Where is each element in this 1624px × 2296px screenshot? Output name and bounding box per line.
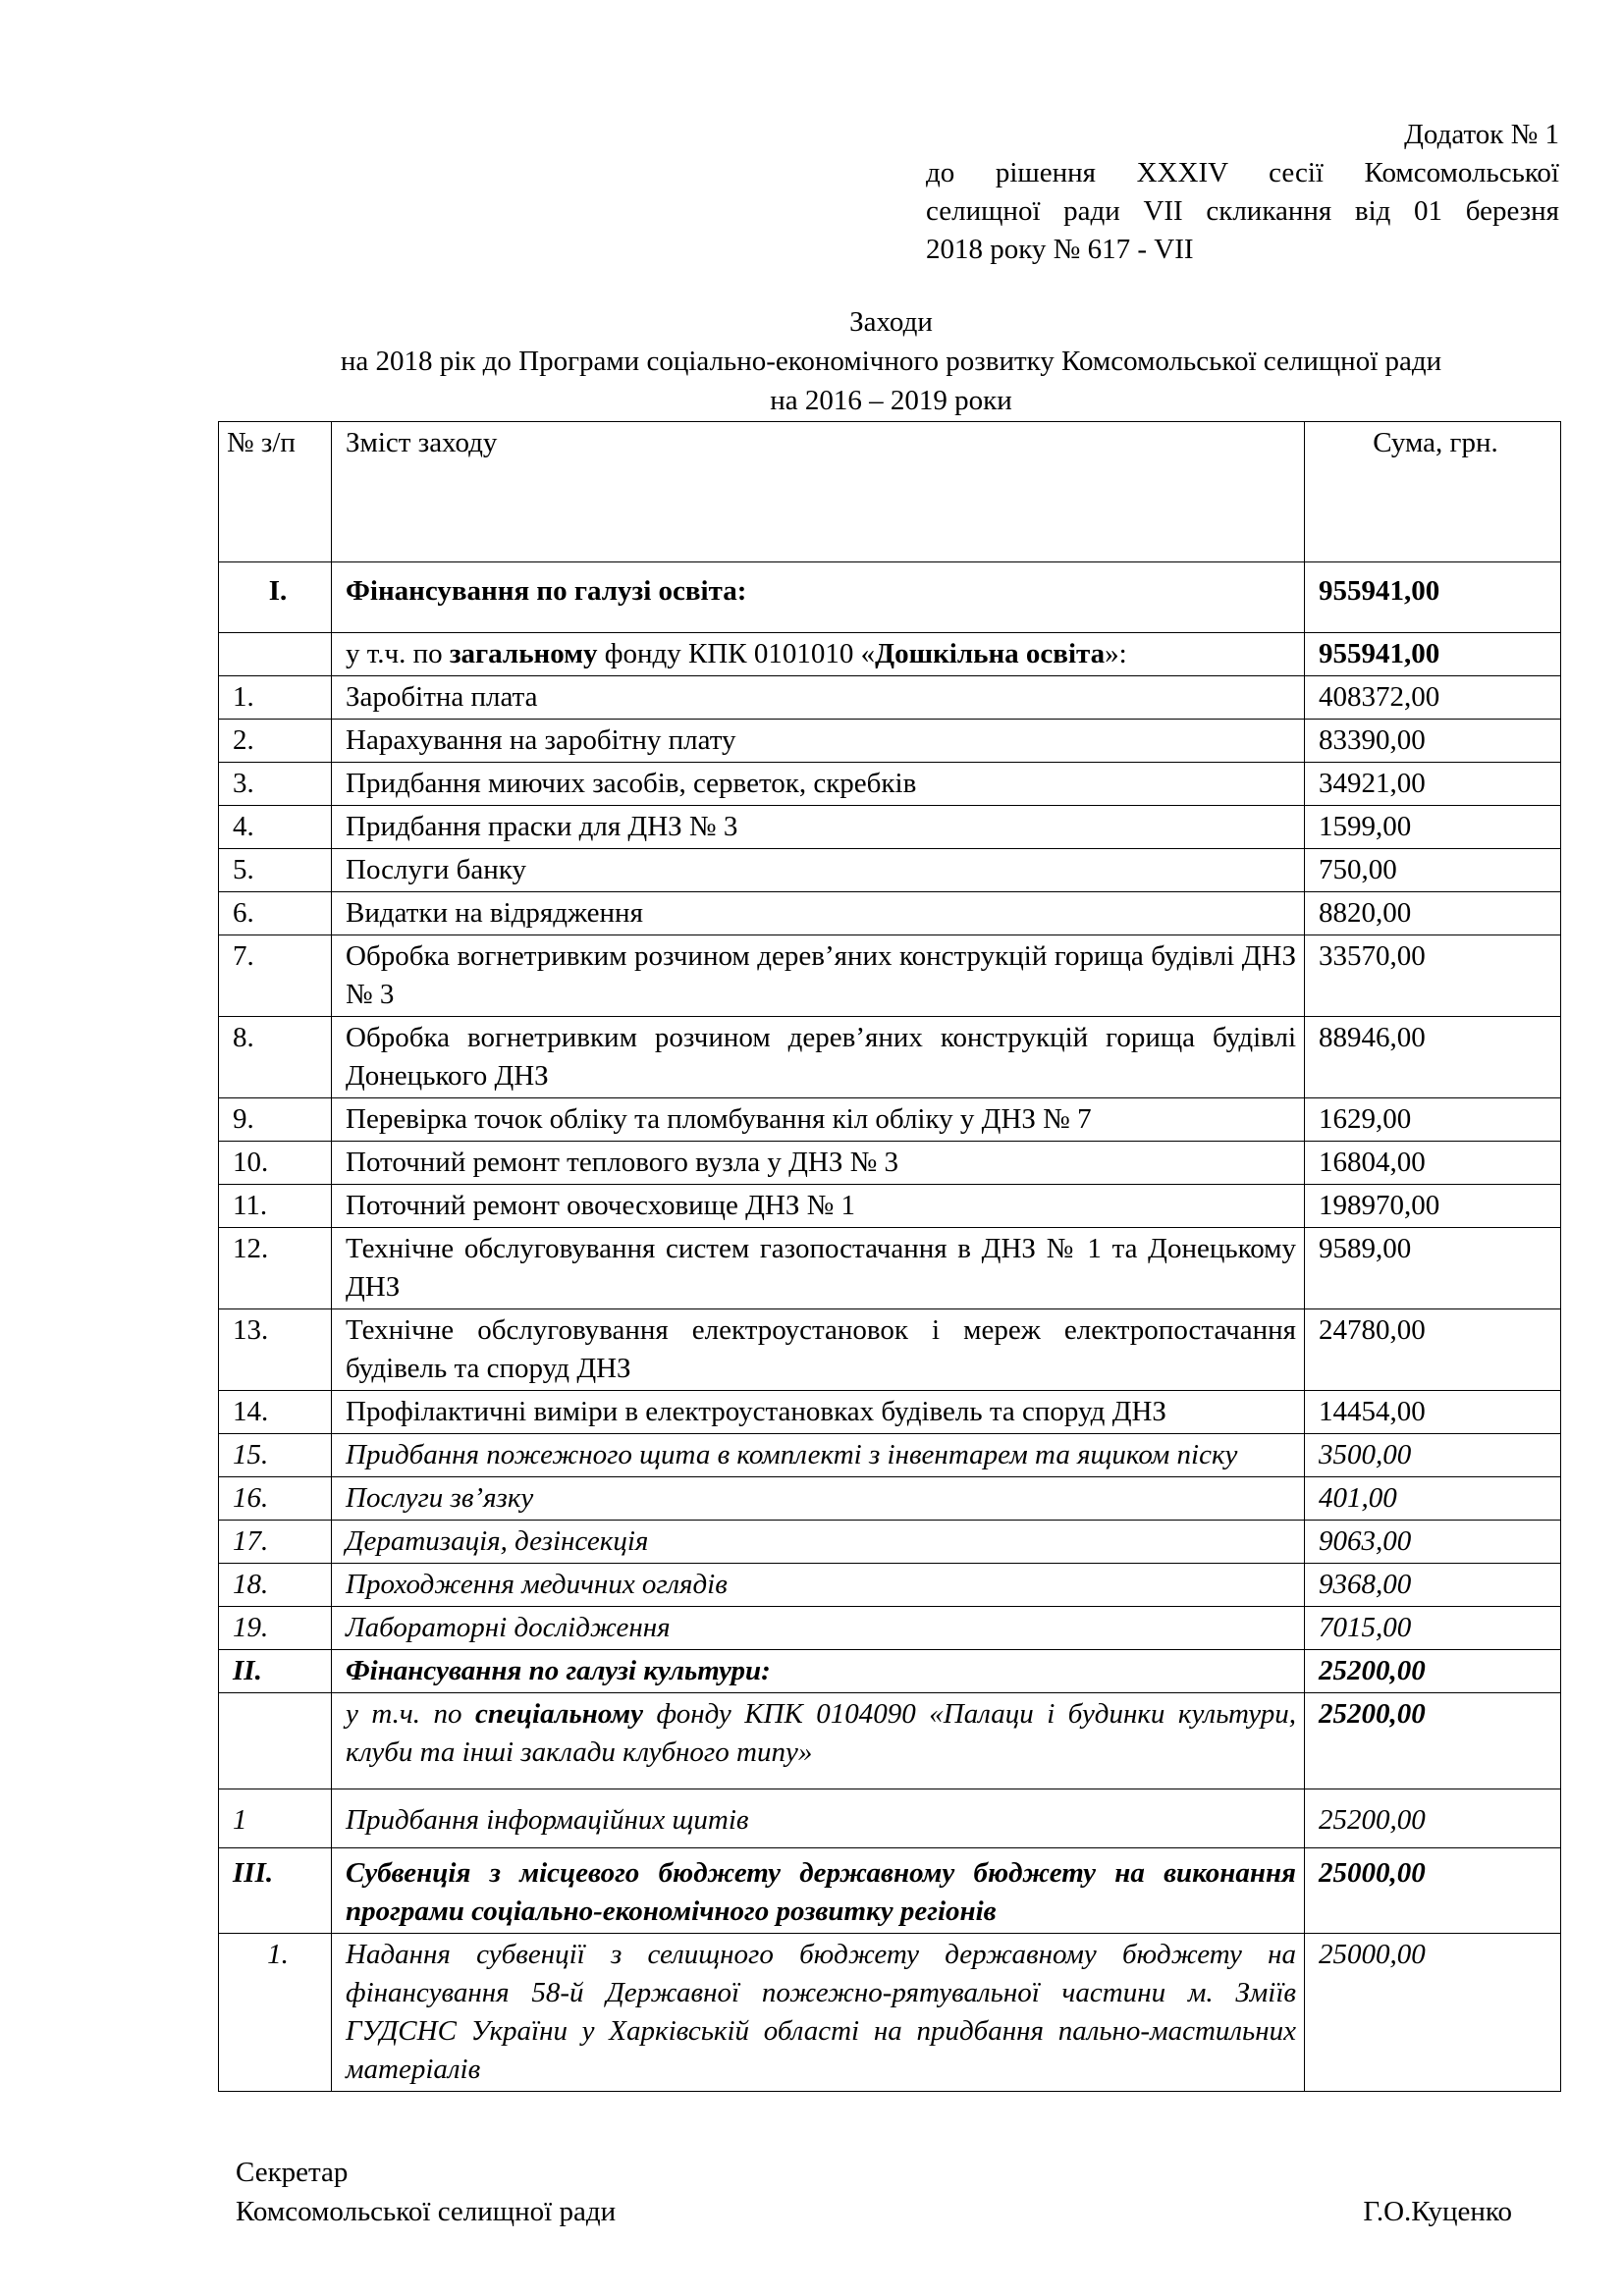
fund-row	[219, 1693, 1561, 1789]
table-row	[219, 1434, 1561, 1477]
document-title	[221, 302, 1561, 420]
cell-num: 6.	[219, 892, 332, 935]
table-row	[219, 1098, 1561, 1142]
cell-num: 3.	[219, 763, 332, 806]
section-text: Фінансування по галузі освіта:	[332, 562, 1305, 633]
section-row	[219, 1848, 1561, 1934]
cell-text: Придбання інформаційних щитів	[332, 1789, 1305, 1848]
cell-sum: 9368,00	[1305, 1564, 1561, 1607]
cell-num: 16.	[219, 1477, 332, 1521]
cell-text: Придбання миючих засобів, серветок, скребків	[332, 763, 1305, 806]
cell-text: Субвенція з місцевого бюджету державному бюджету на виконання програми соціально-економічного розвитку регіонів	[332, 1848, 1305, 1934]
header-num: № з/п	[219, 422, 332, 562]
cell-text: Дератизація, дезінсекція	[332, 1521, 1305, 1564]
cell-text: Поточний ремонт овочесховище ДНЗ № 1	[332, 1185, 1305, 1228]
cell-sum: 25200,00	[1305, 1789, 1561, 1848]
cell-num: 18.	[219, 1564, 332, 1607]
fund-text-pre: у т.ч. по	[346, 638, 450, 669]
header-content: Зміст заходу	[332, 422, 1305, 562]
cell-sum: 408372,00	[1305, 676, 1561, 720]
cell-num: 7.	[219, 935, 332, 1017]
table-row	[219, 763, 1561, 806]
cell-num: 15.	[219, 1434, 332, 1477]
cell-text: Обробка вогнетривким розчином дерев’яних конструкцій горища будівлі ДНЗ № 3	[332, 935, 1305, 1017]
fund-text-post: »:	[1105, 638, 1127, 669]
fund-sum: 25200,00	[1305, 1693, 1561, 1789]
cell-num: 14.	[219, 1391, 332, 1434]
section-num: І.	[219, 562, 332, 633]
cell-sum: 198970,00	[1305, 1185, 1561, 1228]
cell-sum: 9589,00	[1305, 1228, 1561, 1309]
signature-position-2: Комсомольської селищної ради	[236, 2196, 617, 2227]
cell-num: 19.	[219, 1607, 332, 1650]
cell-sum: 25000,00	[1305, 1934, 1561, 2092]
cell-sum: 25000,00	[1305, 1848, 1561, 1934]
cell-num: 1	[219, 1789, 332, 1848]
cell-sum: 33570,00	[1305, 935, 1561, 1017]
table-header-row	[219, 422, 1561, 562]
fund-row	[219, 633, 1561, 676]
table-row	[219, 806, 1561, 849]
cell-text: Заробітна плата	[332, 676, 1305, 720]
fund-num	[219, 633, 332, 676]
section-row	[219, 562, 1561, 633]
cell-text: Проходження медичних оглядів	[332, 1564, 1305, 1607]
cell-sum: 83390,00	[1305, 720, 1561, 763]
cell-text: Придбання праски для ДНЗ № 3	[332, 806, 1305, 849]
table-row	[219, 1477, 1561, 1521]
cell-num: ІІ.	[219, 1650, 332, 1693]
cell-num: 12.	[219, 1228, 332, 1309]
cell-text: Видатки на відрядження	[332, 892, 1305, 935]
cell-sum: 750,00	[1305, 849, 1561, 892]
header-sum: Сума, грн.	[1305, 422, 1561, 562]
cell-sum: 34921,00	[1305, 763, 1561, 806]
cell-text: Надання субвенції з селищного бюджету державному бюджету на фінансування 58-й Державної пожежно-рятувальної частини м. Зміїв ГУДСНС України у Харківській області на придбання пально-мастильних матеріалів	[332, 1934, 1305, 2092]
cell-sum: 1629,00	[1305, 1098, 1561, 1142]
cell-sum: 88946,00	[1305, 1017, 1561, 1098]
section-sum: 955941,00	[1305, 562, 1561, 633]
fund-text-pre: у т.ч. по	[346, 1698, 476, 1730]
title-line-3: на 2016 – 2019 роки	[770, 385, 1012, 416]
cell-sum: 3500,00	[1305, 1434, 1561, 1477]
cell-text: Нарахування на заробітну плату	[332, 720, 1305, 763]
fund-text-mid: фонду КПК 0101010 «	[597, 638, 876, 669]
cell-text: Обробка вогнетривким розчином дерев’яних конструкцій горища будівлі Донецького ДНЗ	[332, 1017, 1305, 1098]
cell-sum: 16804,00	[1305, 1142, 1561, 1185]
table-row	[219, 1607, 1561, 1650]
table-row	[219, 1309, 1561, 1391]
table-row	[219, 1228, 1561, 1309]
signature-block	[236, 2153, 1512, 2231]
signature-name: Г.О.Куценко	[1363, 2196, 1512, 2227]
fund-text-bold-1: загальному	[449, 638, 598, 669]
fund-sum: 955941,00	[1305, 633, 1561, 676]
cell-sum: 25200,00	[1305, 1650, 1561, 1693]
cell-sum: 24780,00	[1305, 1309, 1561, 1391]
cell-text: Технічне обслуговування систем газопостачання в ДНЗ № 1 та Донецькому ДНЗ	[332, 1228, 1305, 1309]
measures-table	[218, 421, 1561, 2092]
cell-text: Лабораторні дослідження	[332, 1607, 1305, 1650]
table-row	[219, 849, 1561, 892]
fund-text-bold-2: Дошкільна освіта	[875, 638, 1106, 669]
appendix-line-3: селищної ради VII скликання від 01 березня	[926, 195, 1559, 227]
table-row	[219, 1017, 1561, 1098]
signature-position-1: Секретар	[236, 2157, 349, 2188]
fund-text-post: фонду КПК 0104090 «Палаци і будинки культури, клуби та інші заклади клубного типу»	[346, 1698, 1296, 1768]
fund-text-bold-1: спеціальному	[475, 1698, 643, 1730]
cell-num: ІІІ.	[219, 1848, 332, 1934]
cell-sum: 7015,00	[1305, 1607, 1561, 1650]
fund-text	[332, 633, 1305, 676]
cell-text: Поточний ремонт теплового вузла у ДНЗ № 3	[332, 1142, 1305, 1185]
appendix-line-1: Додаток № 1	[1404, 119, 1559, 150]
cell-num: 13.	[219, 1309, 332, 1391]
cell-text: Технічне обслуговування електроустановок і мереж електропостачання будівель та споруд ДНЗ	[332, 1309, 1305, 1391]
cell-num: 11.	[219, 1185, 332, 1228]
cell-text: Придбання пожежного щита в комплекті з інвентарем та ящиком піску	[332, 1434, 1305, 1477]
cell-num: 1.	[219, 676, 332, 720]
cell-text: Перевірка точок обліку та пломбування кіл обліку у ДНЗ № 7	[332, 1098, 1305, 1142]
cell-num: 1.	[219, 1934, 332, 2092]
cell-text: Послуги банку	[332, 849, 1305, 892]
cell-sum: 8820,00	[1305, 892, 1561, 935]
table-row	[219, 892, 1561, 935]
table-row	[219, 1142, 1561, 1185]
cell-text: Фінансування по галузі культури:	[332, 1650, 1305, 1693]
cell-sum: 1599,00	[1305, 806, 1561, 849]
table-row	[219, 1564, 1561, 1607]
appendix-line-2: до рішення XXXIV сесії Комсомольської	[926, 157, 1559, 188]
cell-text: Профілактичні виміри в електроустановках будівель та споруд ДНЗ	[332, 1391, 1305, 1434]
fund-num	[219, 1693, 332, 1789]
cell-num: 9.	[219, 1098, 332, 1142]
cell-sum: 401,00	[1305, 1477, 1561, 1521]
cell-sum: 14454,00	[1305, 1391, 1561, 1434]
fund-text	[332, 1693, 1305, 1789]
cell-num: 17.	[219, 1521, 332, 1564]
cell-num: 5.	[219, 849, 332, 892]
cell-num: 2.	[219, 720, 332, 763]
cell-text: Послуги зв’язку	[332, 1477, 1305, 1521]
cell-sum: 9063,00	[1305, 1521, 1561, 1564]
table-row	[219, 1391, 1561, 1434]
title-line-1: Заходи	[849, 306, 933, 338]
table-row	[219, 935, 1561, 1017]
table-row	[219, 1521, 1561, 1564]
cell-num: 8.	[219, 1017, 332, 1098]
cell-num: 4.	[219, 806, 332, 849]
table-row	[219, 1789, 1561, 1848]
appendix-header	[926, 116, 1559, 269]
section-row	[219, 1650, 1561, 1693]
title-line-2: на 2018 рік до Програми соціально-економічного розвитку Комсомольської селищної ради	[340, 346, 1442, 377]
cell-num: 10.	[219, 1142, 332, 1185]
appendix-line-4: 2018 року № 617 - VII	[926, 234, 1194, 265]
table-row	[219, 1934, 1561, 2092]
table-row	[219, 1185, 1561, 1228]
table-row	[219, 676, 1561, 720]
table-row	[219, 720, 1561, 763]
